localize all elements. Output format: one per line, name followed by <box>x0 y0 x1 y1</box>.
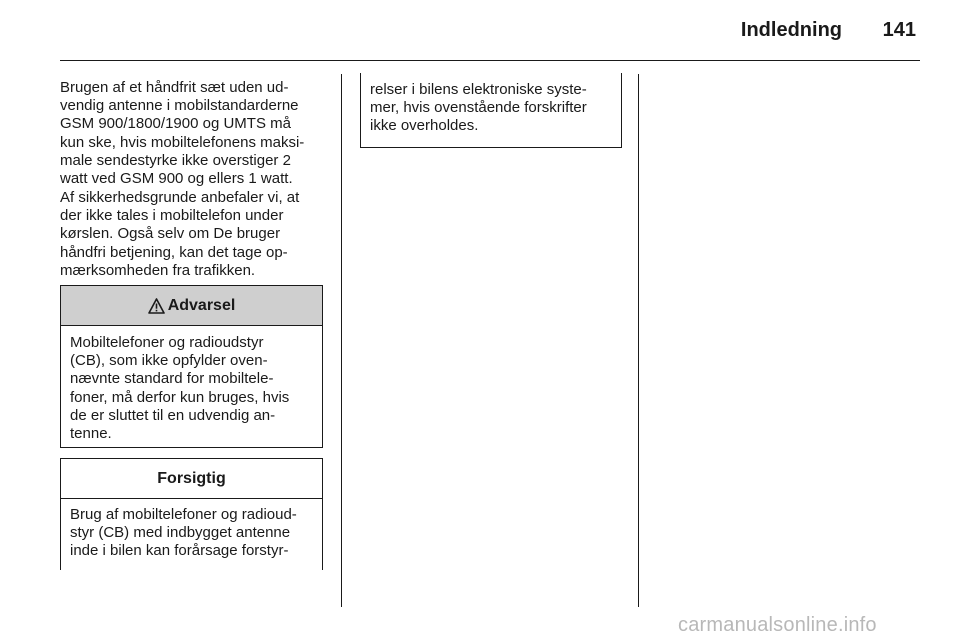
warning-box <box>60 285 323 448</box>
header-divider <box>60 60 920 61</box>
warning-title: Advarsel <box>167 296 236 314</box>
caution-text: Brug af mobiltelefoner og radioud- styr (CB) med indbygget antenne inde i bilen kan forårsage forstyr- <box>70 506 297 560</box>
caution-continuation-text: relser i bilens elektroniske syste- mer, hvis ovenstående forskrifter ikke overholdes. <box>370 81 587 135</box>
warning-triangle-icon <box>148 298 165 314</box>
warning-header <box>61 286 322 326</box>
caution-title: Forsigtig <box>157 469 226 487</box>
paragraph-safety: Af sikkerhedsgrunde anbefaler vi, at der ikke tales i mobiltelefon under kørslen. Også selv om De bruger håndfri betjening, kan det tage op- mærksomheden fra trafikken. <box>60 189 300 279</box>
caution-continuation-box <box>360 73 622 148</box>
watermark: carmanualsonline.info <box>678 614 877 636</box>
caution-header <box>61 459 322 499</box>
caution-box <box>60 458 323 570</box>
warning-text: Mobiltelefoner og radioudstyr (CB), som ikke opfylder oven- nævnte standard for mobiltele- foner, må derfor kun bruges, hvis de er sluttet til en udvendig an- tenne. <box>70 334 290 443</box>
section-title: Indledning <box>740 19 842 41</box>
column-divider-2 <box>638 74 639 607</box>
page-number: 141 <box>882 19 916 41</box>
paragraph-handsfree: Brugen af et håndfrit sæt uden ud- vendig antenne i mobilstandarderne GSM 900/1800/1900 og UMTS må kun ske, hvis mobiltelefonens maksi- male sendestyrke ikke overstiger 2 watt ved GSM 900 og ellers 1 watt. <box>60 79 305 188</box>
